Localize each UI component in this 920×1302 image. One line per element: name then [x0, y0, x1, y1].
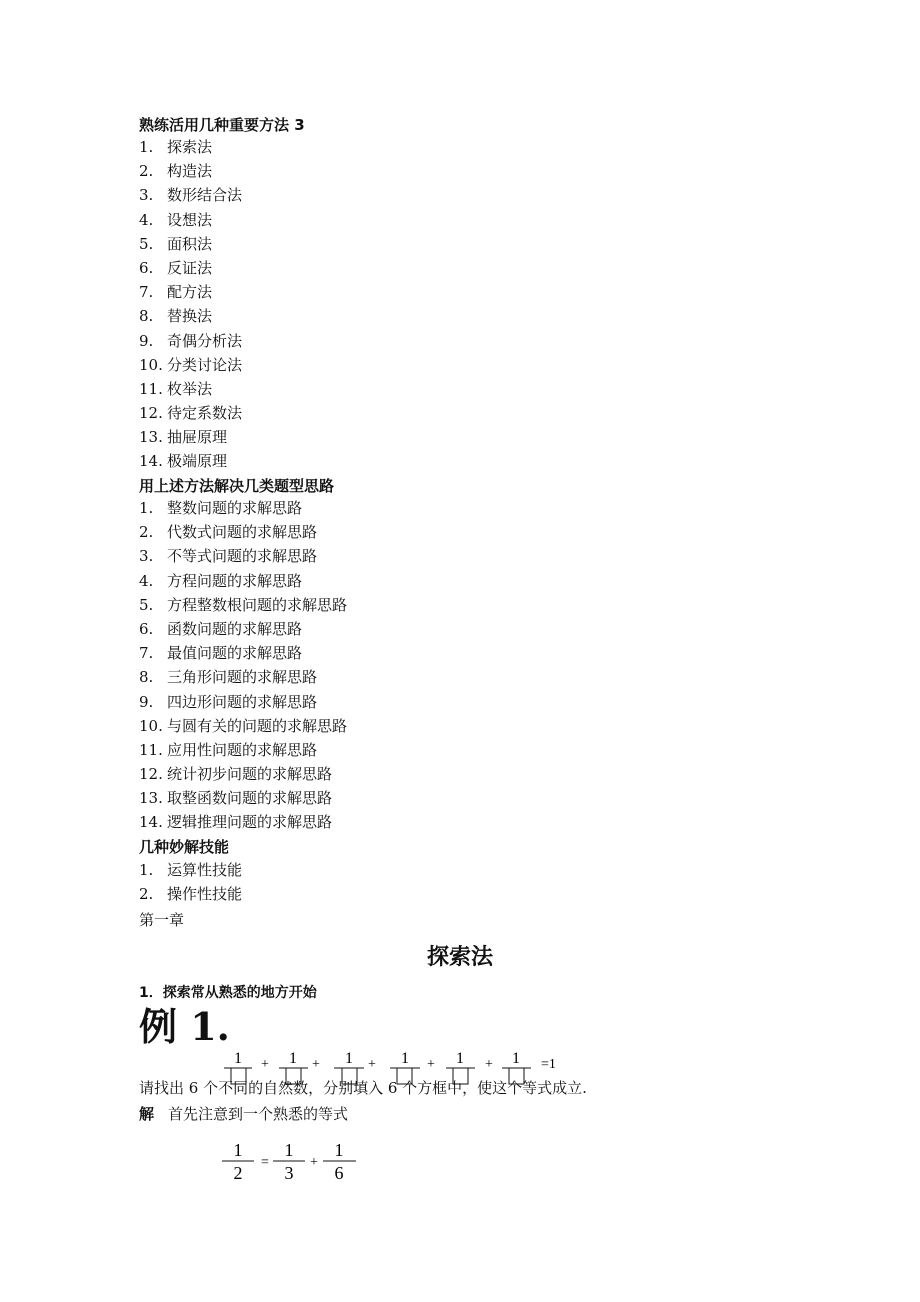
svg-text:+: + — [427, 1057, 435, 1072]
list-item: 13. 抽屉原理 — [139, 428, 228, 447]
svg-text:1: 1 — [512, 1050, 520, 1067]
list-item: 5. 面积法 — [139, 234, 213, 253]
list-item: 2. 操作性技能 — [139, 885, 243, 904]
section2-title: 用上述方法解决几类题型思路 — [139, 477, 335, 495]
list-item: 10. 与圆有关的问题的求解思路 — [139, 716, 348, 735]
list-item: 9. 奇偶分析法 — [139, 331, 243, 350]
svg-text:+: + — [485, 1057, 493, 1072]
svg-text:+: + — [310, 1155, 318, 1170]
svg-text:3: 3 — [284, 1163, 294, 1183]
list-item: 14. 极端原理 — [139, 452, 228, 471]
list-item: 12. 统计初步问题的求解思路 — [139, 765, 333, 784]
list-item: 14. 逻辑推理问题的求解思路 — [139, 813, 333, 832]
list-item: 7. 最值问题的求解思路 — [139, 644, 303, 663]
list-item: 4. 方程问题的求解思路 — [139, 571, 303, 590]
section3-title: 几种妙解技能 — [139, 838, 230, 856]
section1-title: 熟练活用几种重要方法 3 — [139, 116, 305, 134]
svg-text:1: 1 — [284, 1140, 294, 1160]
svg-text:+: + — [312, 1057, 320, 1072]
chapter-label: 第一章 — [139, 911, 185, 929]
list-item: 11. 应用性问题的求解思路 — [139, 740, 318, 759]
solution-line — [139, 1103, 348, 1124]
list-item: 10. 分类讨论法 — [139, 355, 243, 374]
svg-text:+: + — [368, 1057, 376, 1072]
svg-text:1: 1 — [334, 1140, 344, 1160]
list-item: 9. 四边形问题的求解思路 — [139, 692, 318, 711]
svg-text:1: 1 — [233, 1140, 243, 1160]
list-item: 7. 配方法 — [139, 283, 213, 302]
svg-text:=: = — [261, 1155, 269, 1170]
list-item: 11. 枚举法 — [139, 379, 213, 398]
list-item: 2. 代数式问题的求解思路 — [139, 523, 318, 542]
known-identity-equation — [222, 1140, 356, 1183]
list-item: 1. 运算性技能 — [139, 861, 243, 879]
subsection-title: 1．探索常从熟悉的地方开始 — [139, 985, 317, 1001]
svg-text:6: 6 — [334, 1163, 344, 1183]
list-item: 5. 方程整数根问题的求解思路 — [139, 595, 348, 614]
chapter-title: 探索法 — [426, 945, 493, 970]
svg-text:1: 1 — [234, 1050, 242, 1067]
list-item: 2. 构造法 — [139, 162, 213, 181]
list-item: 3. 不等式问题的求解思路 — [139, 547, 318, 566]
svg-text:1: 1 — [401, 1050, 409, 1067]
solution-label: 解 — [139, 1105, 155, 1123]
list-item: 1. 探索法 — [139, 138, 213, 156]
list-item: 6. 反证法 — [139, 258, 213, 277]
svg-text:1: 1 — [345, 1050, 353, 1067]
problem-statement: 请找出 6 个不同的自然数，分别填入 6 个方框中，使这个等式成立. — [139, 1079, 587, 1097]
list-item: 3. 数形结合法 — [139, 186, 243, 205]
list-item: 8. 三角形问题的求解思路 — [139, 668, 318, 687]
svg-text:1: 1 — [456, 1050, 464, 1067]
list-item: 1. 整数问题的求解思路 — [139, 499, 303, 517]
list-item: 4. 设想法 — [139, 210, 213, 229]
list-item: 13. 取整函数问题的求解思路 — [139, 789, 333, 808]
list-item: 8. 替换法 — [139, 307, 213, 326]
svg-text:+: + — [261, 1057, 269, 1072]
example-label: 例 1. — [139, 1004, 230, 1049]
svg-text:=1: =1 — [541, 1057, 556, 1072]
svg-text:1: 1 — [289, 1050, 297, 1067]
solution-text: 首先注意到一个熟悉的等式 — [168, 1105, 349, 1123]
svg-text:2: 2 — [233, 1163, 243, 1183]
list-item: 6. 函数问题的求解思路 — [139, 619, 303, 638]
list-item: 12. 待定系数法 — [139, 404, 243, 423]
